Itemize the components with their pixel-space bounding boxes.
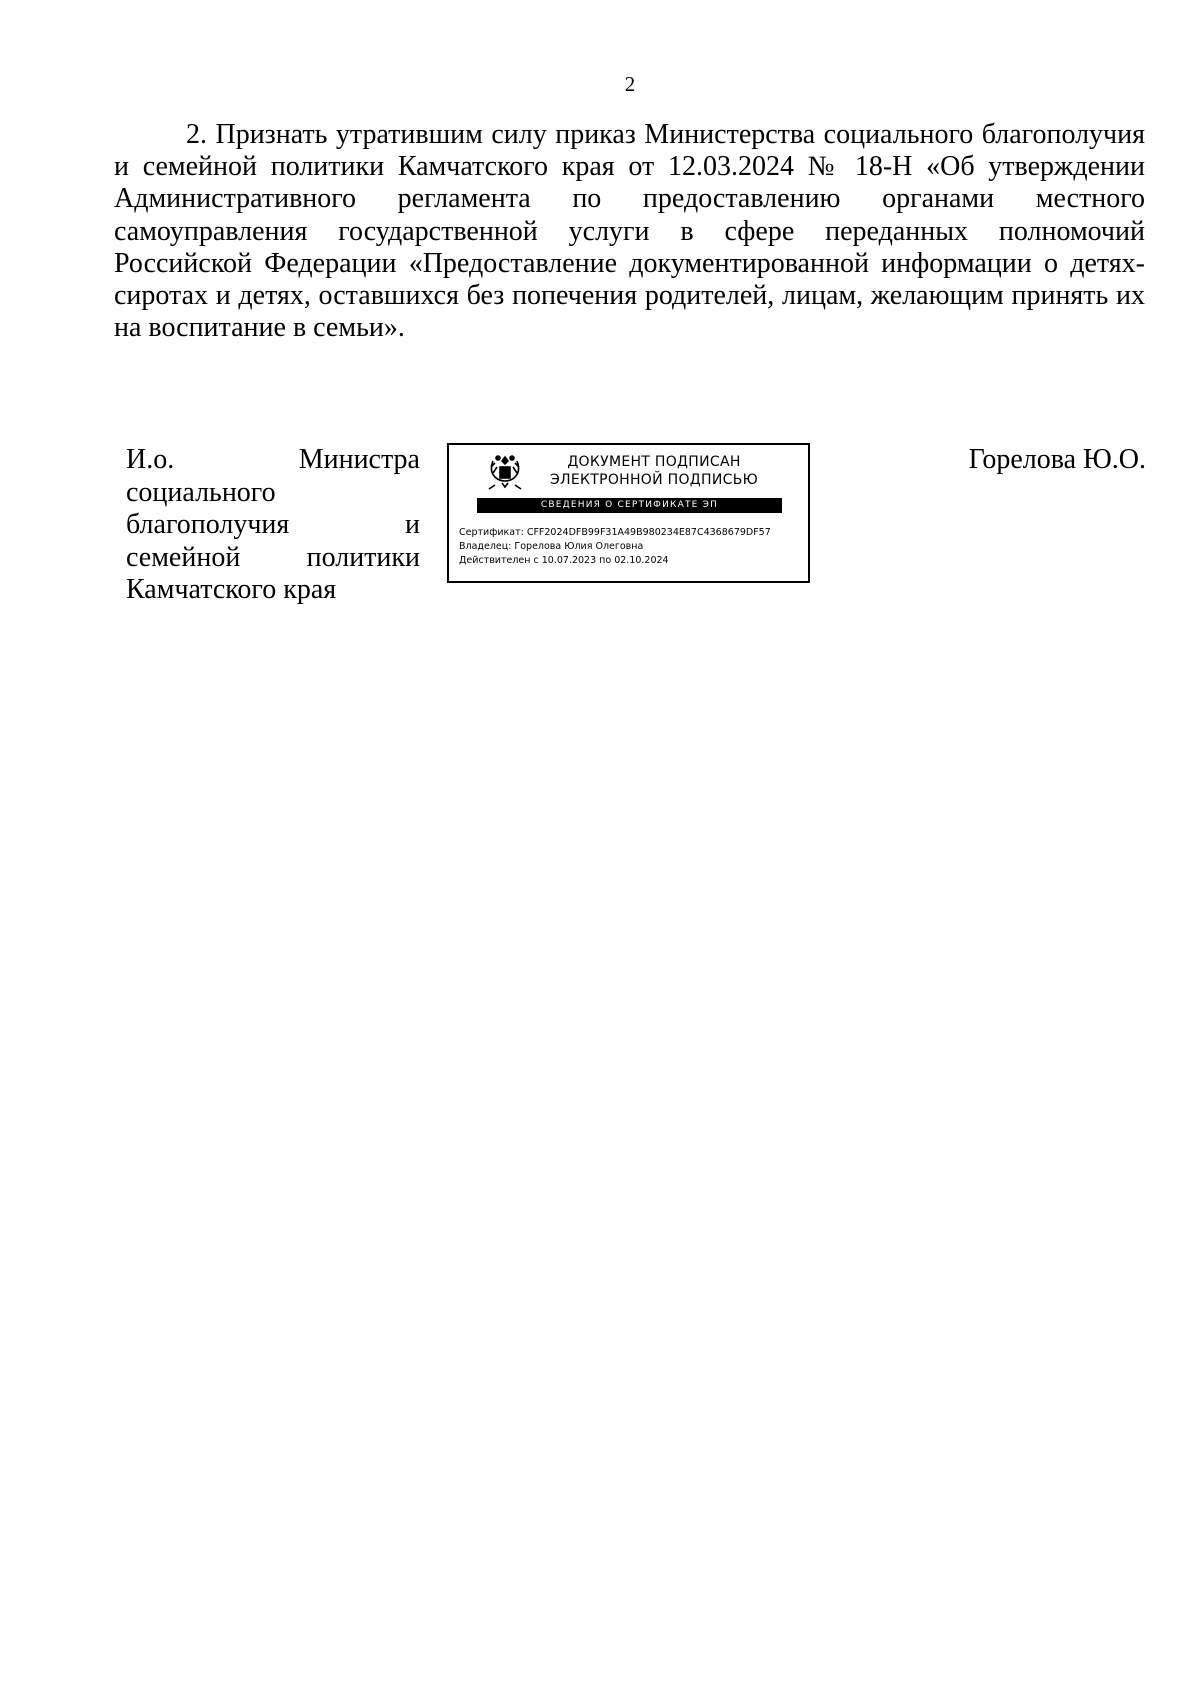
stamp-heading-line: ЭЛЕКТРОННОЙ ПОДПИСЬЮ [549,472,759,488]
signatory-name: Горелова Ю.О. [968,444,1146,475]
electronic-signature-stamp [447,443,810,583]
certificate-number: Сертификат: CFF2024DFB99F31A49B980234E87C4368679DF57 [459,527,771,538]
signatory-title-line: социального [126,476,276,508]
certificate-owner: Владелец: Горелова Юлия Олеговна [459,541,644,552]
certificate-validity: Действителен с 10.07.2023 по 02.10.2024 [459,555,669,566]
signatory-title-line: благополучия и [126,509,420,540]
signatory-title-line: семейной политики [126,541,420,573]
signatory-title [126,444,420,607]
order-paragraph: 2. Признать утратившим силу приказ Министерства социального благополучия и семейной политики Камчатского края от 12.03.2024 № 18-Н «Об утверждении Административного регламента по предоставлению органами местного самоуправления государственной услуги в сфере переданных полномочий Российской Федерации «Предоставление документированной информации о детях-сиротах и детях, оставшихся без попечения родителей, лицам, желающим принять их на воспитание в семьи». [114,119,1145,344]
stamp-heading-line: ДОКУМЕНТ ПОДПИСАН [567,454,741,470]
certificate-info-bar: СВЕДЕНИЯ О СЕРТИФИКАТЕ ЭП [477,498,782,513]
page-number: 2 [624,72,636,96]
signatory-title-line: И.о. Министра [126,444,420,475]
certificate-details [459,526,805,568]
coat-of-arms-icon [483,451,527,495]
stamp-heading [539,453,769,489]
signatory-title-line: Камчатского края [126,574,337,605]
